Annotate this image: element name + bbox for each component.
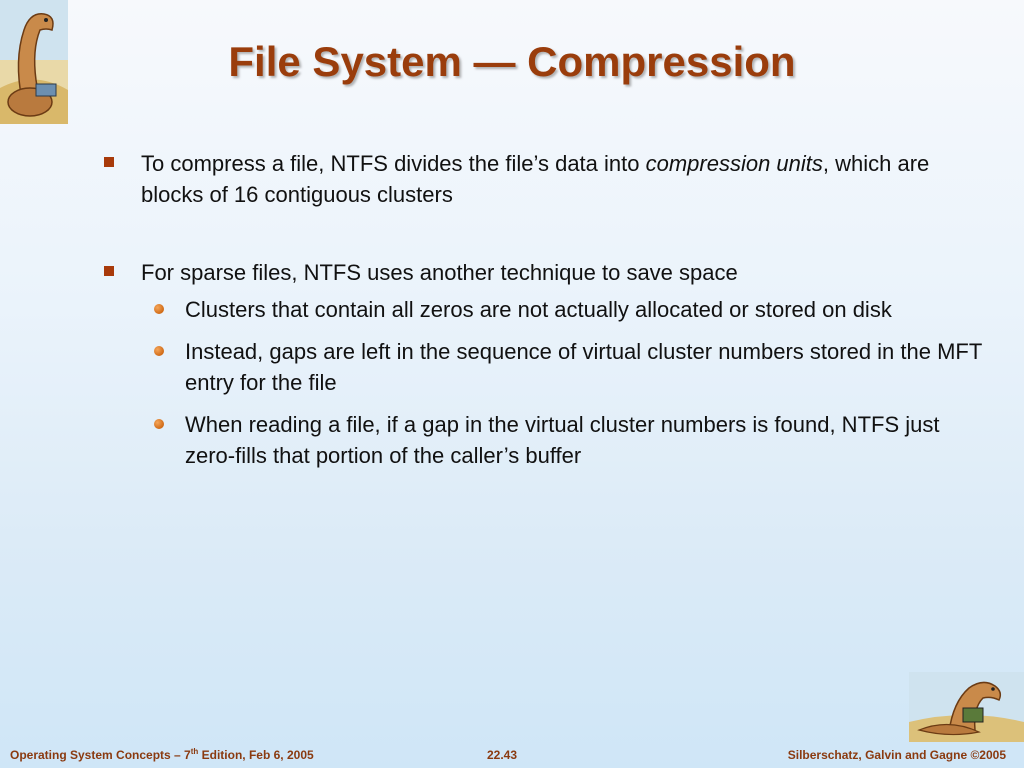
sub-bullet-zero-fill	[104, 409, 984, 471]
bullet-text: For sparse files, NTFS uses another technique to save space	[141, 260, 738, 285]
footer-page-number: 22.43	[487, 748, 518, 762]
sub-bullet-text: Instead, gaps are left in the sequence of virtual cluster numbers stored in the MFT entry for the file	[185, 339, 982, 395]
sub-bullet-text: When reading a file, if a gap in the virtual cluster numbers is found, NTFS just zero-fills that portion of the caller’s buffer	[185, 412, 940, 468]
bullet-text: To compress a file, NTFS divides the file’s data into	[141, 151, 646, 176]
dinosaur-logo-bottom	[909, 672, 1024, 742]
round-bullet-icon	[154, 304, 164, 314]
bullet-sparse-files	[104, 257, 984, 288]
round-bullet-icon	[154, 346, 164, 356]
slide-content	[104, 148, 984, 471]
square-bullet-icon	[104, 266, 114, 276]
footer-authors: Silberschatz, Galvin and Gagne ©2005	[787, 748, 1006, 762]
bullet-emphasis: compression units	[645, 151, 823, 176]
sub-bullet-zero-clusters	[104, 294, 984, 325]
round-bullet-icon	[154, 419, 164, 429]
square-bullet-icon	[104, 157, 114, 167]
bullet-text-tail: , which are blocks of 16 contiguous clusters	[141, 151, 930, 207]
sub-bullet-gaps	[104, 336, 984, 398]
footer-book-title: Operating System Concepts – 7th Edition, Feb 6, 2005	[10, 747, 314, 762]
sub-bullet-text: Clusters that contain all zeros are not actually allocated or stored on disk	[185, 297, 892, 322]
slide-title: File System — Compression	[228, 38, 796, 85]
bullet-compression	[104, 148, 984, 210]
